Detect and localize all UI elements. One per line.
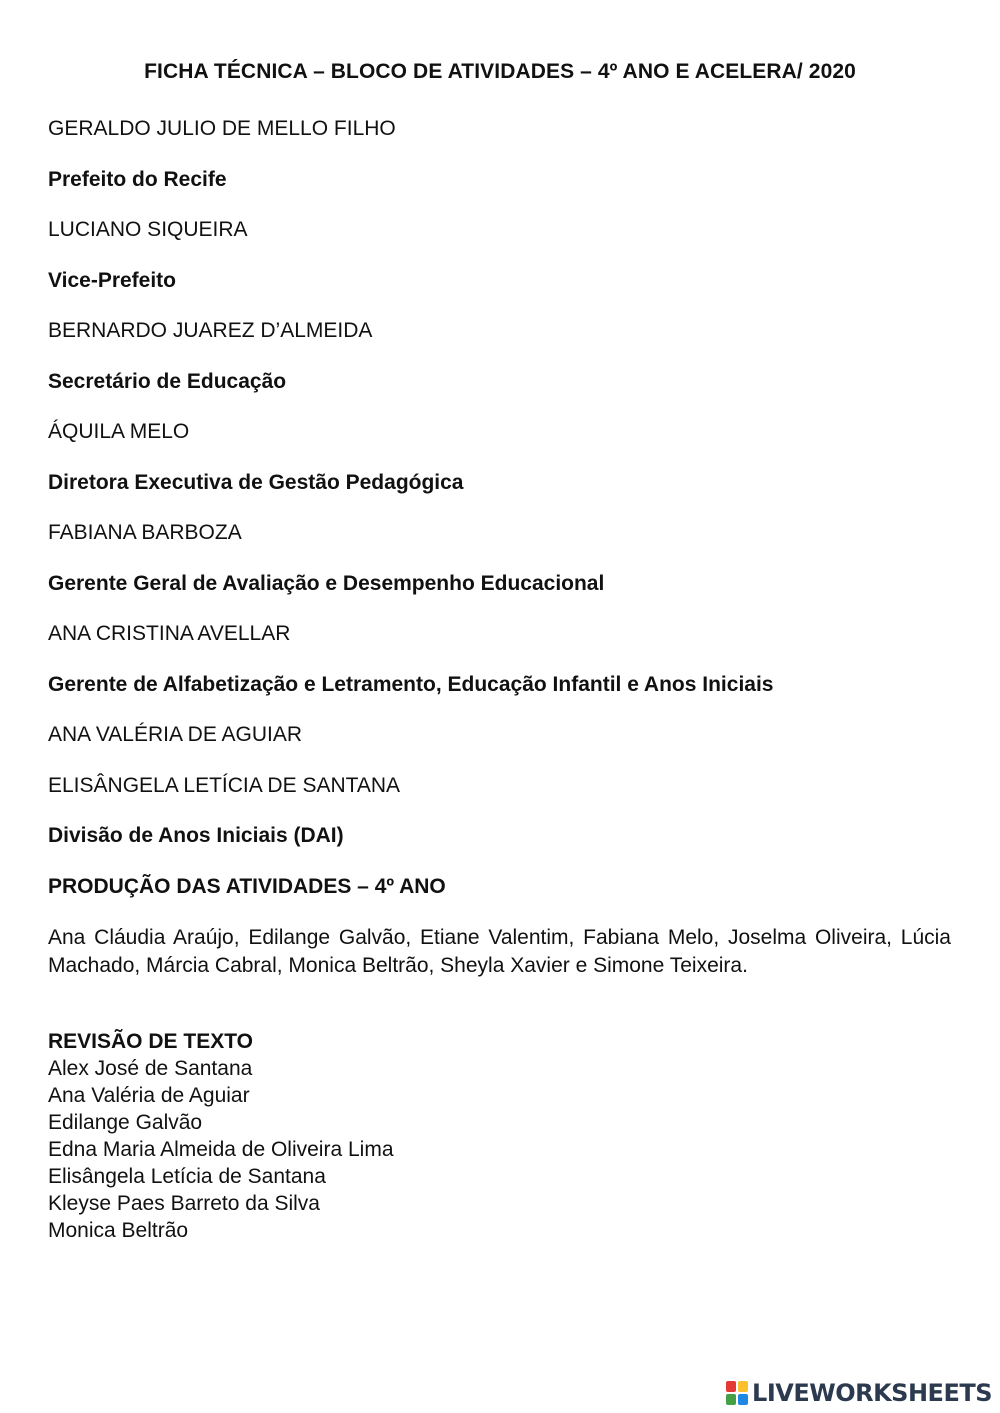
review-heading: REVISÃO DE TEXTO bbox=[48, 1030, 253, 1053]
literacy-manager-name: ANA CRISTINA AVELLAR bbox=[48, 622, 291, 645]
review-name: Edna Maria Almeida de Oliveira Lima bbox=[48, 1138, 394, 1161]
review-name: Elisângela Letícia de Santana bbox=[48, 1165, 326, 1188]
secretary-name: BERNARDO JUAREZ D’ALMEIDA bbox=[48, 319, 373, 342]
review-name: Ana Valéria de Aguiar bbox=[48, 1084, 250, 1107]
document-title: FICHA TÉCNICA – BLOCO DE ATIVIDADES – 4º ANO E ACELERA/ 2020 bbox=[144, 60, 856, 83]
review-name: Monica Beltrão bbox=[48, 1219, 189, 1242]
general-manager-name: FABIANA BARBOZA bbox=[48, 521, 242, 544]
vice-mayor-name: LUCIANO SIQUEIRA bbox=[48, 218, 248, 241]
director-name: ÁQUILA MELO bbox=[48, 420, 190, 443]
mayor-role: Prefeito do Recife bbox=[48, 168, 227, 191]
review-name: Edilange Galvão bbox=[48, 1111, 203, 1134]
logo-block-green bbox=[726, 1394, 736, 1405]
logo-block-yellow bbox=[738, 1381, 748, 1392]
dai-division-title: Divisão de Anos Iniciais (DAI) bbox=[48, 824, 344, 847]
mayor-name: GERALDO JULIO DE MELLO FILHO bbox=[48, 117, 396, 140]
secretary-role: Secretário de Educação bbox=[48, 370, 287, 393]
production-authors: Ana Cláudia Araújo, Edilange Galvão, Etiane Valentim, Fabiana Melo, Joselma Oliveira, Lúcia Machado, Márcia Cabral, Monica Beltrão, Sheyla Xavier e Simone Teixeira. bbox=[48, 926, 951, 977]
general-manager-role: Gerente Geral de Avaliação e Desempenho Educacional bbox=[48, 572, 605, 595]
liveworksheets-brand-text: LIVEWORKSHEETS bbox=[752, 1379, 992, 1407]
director-role: Diretora Executiva de Gestão Pedagógica bbox=[48, 471, 464, 494]
dai-member-name: ELISÂNGELA LETÍCIA DE SANTANA bbox=[48, 774, 401, 797]
review-section bbox=[48, 1028, 394, 1244]
dai-member-name: ANA VALÉRIA DE AGUIAR bbox=[48, 723, 303, 746]
review-name: Alex José de Santana bbox=[48, 1057, 253, 1080]
vice-mayor-role: Vice-Prefeito bbox=[48, 269, 176, 292]
liveworksheets-logo[interactable] bbox=[726, 1378, 992, 1408]
production-heading: PRODUÇÃO DAS ATIVIDADES – 4º ANO bbox=[48, 875, 446, 898]
review-name: Kleyse Paes Barreto da Silva bbox=[48, 1192, 320, 1215]
liveworksheets-logo-icon bbox=[726, 1381, 748, 1405]
logo-block-red bbox=[726, 1381, 736, 1392]
review-names-list bbox=[48, 1055, 394, 1244]
logo-block-blue bbox=[738, 1394, 748, 1405]
literacy-manager-role: Gerente de Alfabetização e Letramento, Educação Infantil e Anos Iniciais bbox=[48, 673, 774, 696]
